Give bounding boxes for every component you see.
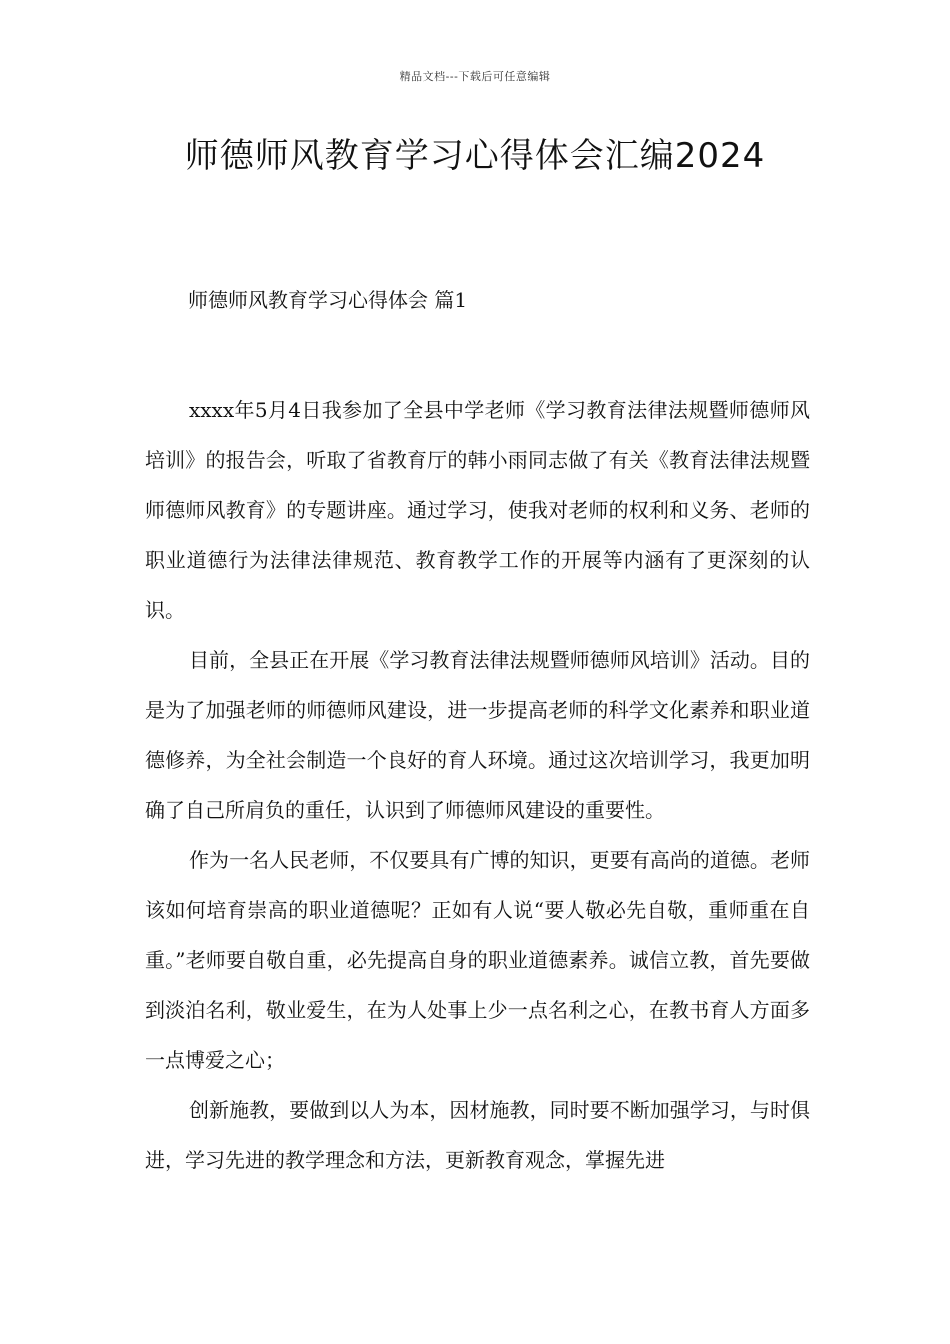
paragraph-1: xxxx年5月4日我参加了全县中学老师《学习教育法律法规暨师德师风培训》的报告会，听取了省教育厅的韩小雨同志做了有关《教育法律法规暨师德师风教育》的专题讲座。通过学习，使我对老师的权利和义务、老师的职业道德行为法律法律规范、教育教学工作的开展等内涵有了更深刻的认识。 [145,398,810,622]
header-note: 精品文档---下载后可任意编辑 [399,70,551,83]
paragraph-2: 目前，全县正在开展《学习教育法律法规暨师德师风培训》活动。目的是为了加强老师的师德师风建设，进一步提高老师的科学文化素养和职业道德修养，为全社会制造一个良好的育人环境。通过这次培训学习，我更加明确了自己所肩负的重任，认识到了师德师风建设的重要性。 [145,648,810,822]
document-body [145,385,810,1185]
section-heading: 师德师风教育学习心得体会 篇1 [188,288,468,312]
paragraph-4: 创新施教，要做到以人为本，因材施教，同时要不断加强学习，与时俱进，学习先进的教学理念和方法，更新教育观念，掌握先进 [145,1098,810,1172]
paragraph-3: 作为一名人民老师，不仅要具有广博的知识，更要有高尚的道德。老师该如何培育崇高的职业道德呢？正如有人说“要人敬必先自敬，重师重在自重。”老师要自敬自重，必先提高自身的职业道德素养。诚信立教，首先要做到淡泊名利，敬业爱生，在为人处事上少一点名利之心，在教书育人方面多一点博爱之心； [145,848,810,1072]
document-title: 师德师风教育学习心得体会汇编2024 [184,136,766,176]
